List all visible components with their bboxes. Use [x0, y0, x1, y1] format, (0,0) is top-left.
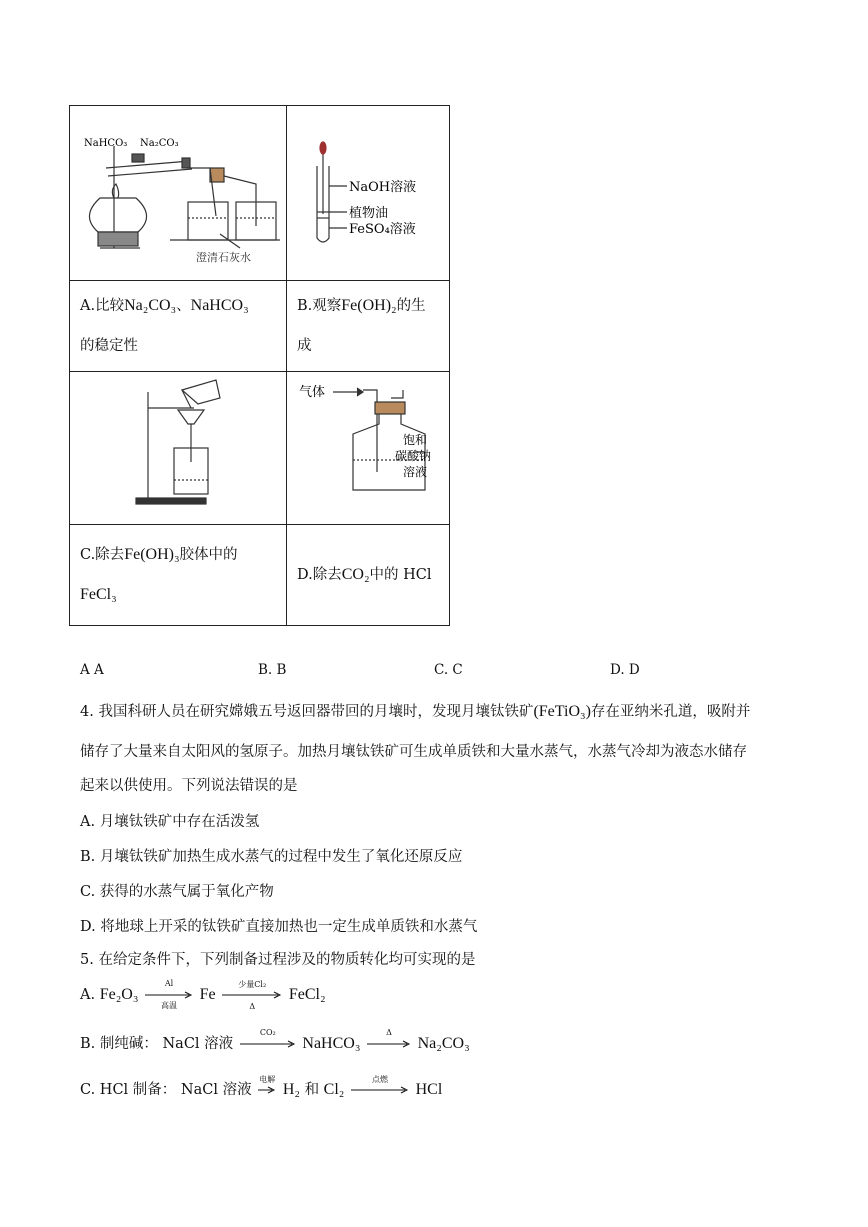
caption-b-chem: Fe(OH)₂: [341, 297, 397, 314]
q5-a-arrow-2: [222, 980, 282, 1011]
q4-formula: (FeTiO₃): [533, 703, 591, 720]
q5-option-c: [80, 1075, 443, 1099]
q5-c-nacl: NaCl 溶液: [180, 1082, 252, 1098]
caption-d-chem: CO₂: [341, 566, 370, 583]
q5-a-arrow2-down: Δ: [249, 1002, 256, 1011]
q5-b-nacl: NaCl 溶液: [162, 1036, 234, 1052]
cell-a-figure: [70, 106, 287, 281]
nahco3-label: NaHCO₃: [84, 138, 128, 149]
q5-b-arrow2-up: Δ: [386, 1028, 392, 1037]
caption-a-sep: 、: [176, 298, 191, 314]
q5-b-arrow1-up: CO₂: [259, 1028, 276, 1037]
cell-b-caption: [287, 281, 450, 372]
caption-a-chem1: Na₂CO₃: [124, 297, 177, 314]
options-table: [69, 105, 450, 626]
caption-c-chem: Fe(OH)₃: [124, 546, 180, 563]
saturated-label-2: 碳酸钠: [395, 449, 432, 463]
caption-a-prefix: A.比较: [80, 298, 125, 314]
q4-line-2: 储存了大量来自太阳风的氢原子。加热月壤钛铁矿可生成单质铁和大量水蒸气，水蒸气冷却为液态水储存: [80, 744, 747, 760]
limewater-label: 澄清石灰水: [196, 251, 251, 264]
q5-c-arrow1-up: 电解: [259, 1075, 276, 1084]
caption-c-prefix: C.除去: [80, 547, 125, 563]
saturated-label-1: 饱和: [403, 433, 428, 447]
q5-stem: 5. 在给定条件下，下列制备过程涉及的物质转化均可实现的是: [80, 952, 476, 968]
q5-b-arrow-1: [240, 1028, 296, 1048]
test-tube-diagram: [287, 106, 449, 276]
q5-a-fecl2: FeCl₂: [288, 986, 326, 1003]
q5-a-fe: Fe: [199, 986, 216, 1003]
option-c: C. C: [434, 662, 463, 678]
cell-a-caption: [70, 281, 287, 372]
caption-c-mid: 胶体中的: [179, 547, 238, 563]
q5-c-and: 和: [304, 1082, 320, 1098]
q5-c-label: C. HCl 制备：: [80, 1082, 177, 1098]
q5-c-arrow-2: [351, 1075, 409, 1094]
option-a: A A: [80, 662, 104, 678]
q4-option-a: A. 月壤钛铁矿中存在活泼氢: [80, 814, 260, 830]
q5-option-a: [80, 979, 326, 1011]
saturated-label-3: 溶液: [403, 465, 428, 479]
q5-b-label: B. 制纯碱：: [80, 1036, 158, 1052]
q5-b-na2co3: Na₂CO₃: [417, 1035, 470, 1052]
na2co3-label: Na₂CO₃: [140, 138, 179, 149]
q5-a-arrow1-down: 高温: [161, 1001, 178, 1010]
q4-line1-text-b: 存在亚纳米孔道，吸附并: [590, 704, 751, 720]
q5-c-arrow-1: [258, 1075, 276, 1094]
q5-a-arrow1-up: Al: [164, 979, 174, 988]
oil-label: 植物油: [349, 206, 389, 221]
q5-c-hcl: HCl: [415, 1081, 443, 1098]
q5-option-b: [80, 1028, 470, 1053]
q4-line-3: 起来以供使用。下列说法错误的是: [80, 778, 298, 794]
caption-b-suffix2: 成: [297, 338, 312, 354]
caption-a-suffix: 的稳定性: [80, 338, 138, 354]
q4-line1-text-a: 4. 我国科研人员在研究嫦娥五号返回器带回的月壤时，发现月壤钛铁矿: [80, 704, 534, 720]
gas-washing-bottle-diagram: [287, 372, 449, 520]
q4-option-b: B. 月壤钛铁矿加热生成水蒸气的过程中发生了氧化还原反应: [80, 849, 463, 865]
q5-c-arrow2-up: 点燃: [371, 1075, 388, 1084]
filtration-diagram: [70, 372, 286, 520]
caption-d-prefix: D.除去: [297, 567, 342, 583]
naoh-label: NaOH溶液: [349, 180, 417, 195]
option-d: D. D: [610, 662, 640, 678]
caption-a-chem2: NaHCO₃: [190, 297, 249, 314]
cell-c-figure: [70, 372, 287, 525]
option-b: B. B: [258, 662, 287, 678]
q5-c-cl2: Cl₂: [323, 1081, 345, 1098]
q5-a-arrow2-up: 少量Cl₂: [238, 980, 267, 989]
q4-option-c: C. 获得的水蒸气属于氧化产物: [80, 884, 274, 900]
caption-b-prefix: B.观察: [297, 298, 342, 314]
cell-d-figure: [287, 372, 450, 525]
q5-a-fe2o3: Fe₂O₃: [99, 986, 139, 1003]
caption-b-suffix1: 的生: [396, 298, 426, 314]
q5-b-arrow-2: [367, 1028, 411, 1048]
caption-c-chem2: FeCl₃: [80, 586, 117, 603]
q5-c-h2: H₂: [282, 1081, 300, 1098]
cell-b-figure: [287, 106, 450, 281]
q5-a-label: A.: [80, 987, 96, 1003]
q5-b-nahco3: NaHCO₃: [302, 1035, 361, 1052]
q4-line-1: [80, 700, 750, 721]
gas-label: 气体: [299, 385, 326, 400]
q5-a-arrow-1: [145, 979, 193, 1010]
feso4-label: FeSO₄溶液: [349, 222, 416, 237]
cell-d-caption: [287, 525, 450, 626]
caption-d-suffix: 中的 HCl: [369, 567, 432, 583]
cell-c-caption: [70, 525, 287, 626]
q4-option-d: D. 将地球上开采的钛铁矿直接加热也一定生成单质铁和水蒸气: [80, 919, 478, 935]
heating-apparatus-diagram: [70, 106, 286, 276]
